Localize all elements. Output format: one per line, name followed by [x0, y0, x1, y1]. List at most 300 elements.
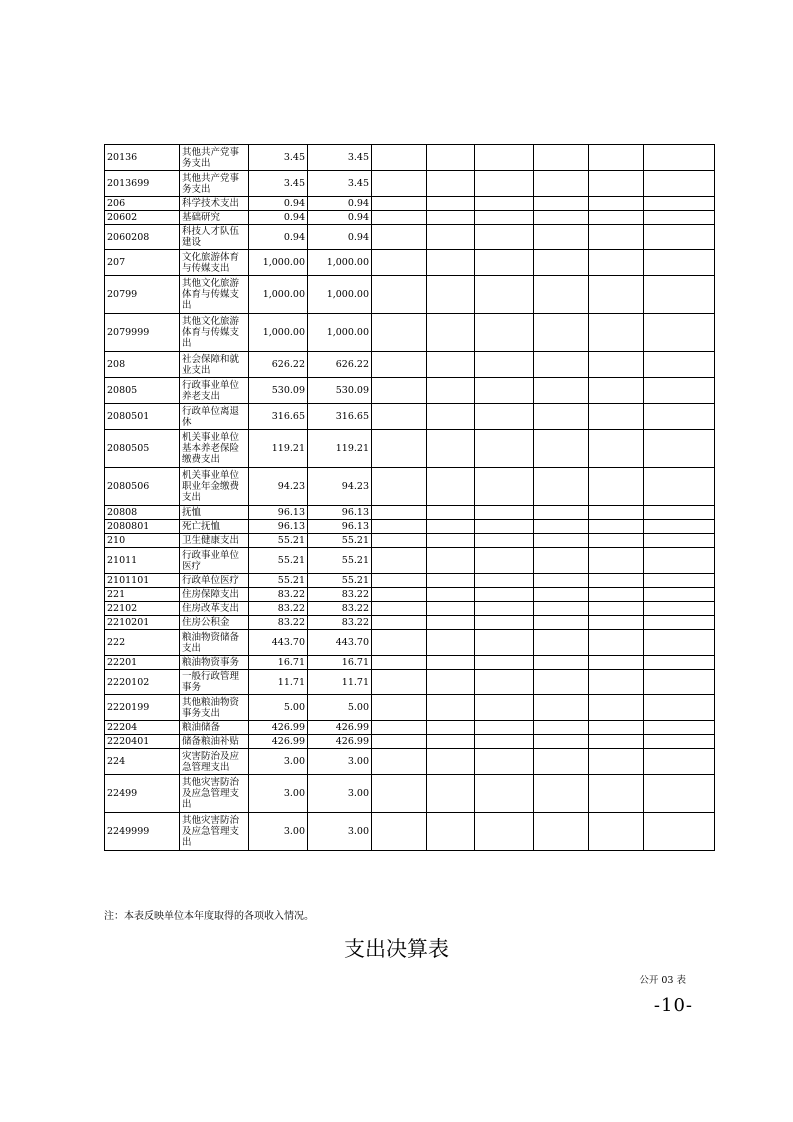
- table-row: [105, 145, 715, 171]
- row-value-total: 1,000.00: [249, 250, 308, 276]
- empty-cell: [644, 721, 715, 735]
- empty-cell: [644, 211, 715, 225]
- table-row: [105, 352, 715, 378]
- empty-cell: [644, 378, 715, 404]
- row-name: 抚恤: [180, 506, 249, 520]
- empty-cell: [427, 670, 475, 695]
- empty-cell: [644, 404, 715, 430]
- empty-cell: [644, 520, 715, 534]
- empty-cell: [427, 588, 475, 602]
- row-code: 20602: [105, 211, 180, 225]
- row-value-fiscal: 316.65: [308, 404, 372, 430]
- row-value-total: 119.21: [249, 430, 308, 468]
- table-row: [105, 775, 715, 813]
- row-name: 其他文化旅游体育与传媒支出: [180, 276, 249, 314]
- row-name: 行政事业单位医疗: [180, 548, 249, 574]
- empty-cell: [372, 520, 427, 534]
- row-name: 其他粮油物资事务支出: [180, 695, 249, 721]
- empty-cell: [372, 548, 427, 574]
- empty-cell: [534, 352, 589, 378]
- row-name: 粮油物资事务: [180, 656, 249, 670]
- table-row: [105, 225, 715, 250]
- empty-cell: [644, 430, 715, 468]
- empty-cell: [427, 468, 475, 506]
- empty-cell: [589, 225, 644, 250]
- empty-cell: [534, 695, 589, 721]
- row-value-total: 3.45: [249, 145, 308, 171]
- empty-cell: [534, 145, 589, 171]
- row-value-fiscal: 3.00: [308, 775, 372, 813]
- row-name: 机关事业单位职业年金缴费支出: [180, 468, 249, 506]
- row-value-total: 83.22: [249, 588, 308, 602]
- row-code: 2220102: [105, 670, 180, 695]
- row-code: 2080506: [105, 468, 180, 506]
- empty-cell: [589, 656, 644, 670]
- row-value-total: 83.22: [249, 616, 308, 630]
- table-number: 公开 03 表: [639, 975, 686, 986]
- row-code: 206: [105, 197, 180, 211]
- empty-cell: [475, 813, 534, 851]
- empty-cell: [475, 225, 534, 250]
- empty-cell: [534, 775, 589, 813]
- empty-cell: [427, 430, 475, 468]
- empty-cell: [589, 404, 644, 430]
- empty-cell: [534, 548, 589, 574]
- empty-cell: [644, 145, 715, 171]
- empty-cell: [534, 721, 589, 735]
- empty-cell: [427, 616, 475, 630]
- empty-cell: [644, 602, 715, 616]
- row-name: 行政单位离退休: [180, 404, 249, 430]
- empty-cell: [644, 548, 715, 574]
- empty-cell: [534, 656, 589, 670]
- empty-cell: [475, 197, 534, 211]
- row-code: 2080501: [105, 404, 180, 430]
- empty-cell: [427, 574, 475, 588]
- empty-cell: [589, 250, 644, 276]
- row-name: 一般行政管理事务: [180, 670, 249, 695]
- row-value-fiscal: 0.94: [308, 225, 372, 250]
- empty-cell: [427, 520, 475, 534]
- empty-cell: [475, 721, 534, 735]
- empty-cell: [475, 656, 534, 670]
- empty-cell: [475, 775, 534, 813]
- row-code: 2080505: [105, 430, 180, 468]
- empty-cell: [372, 404, 427, 430]
- empty-cell: [534, 534, 589, 548]
- empty-cell: [475, 695, 534, 721]
- empty-cell: [427, 775, 475, 813]
- row-value-total: 55.21: [249, 574, 308, 588]
- empty-cell: [427, 813, 475, 851]
- row-value-fiscal: 3.45: [308, 171, 372, 197]
- row-code: 2249999: [105, 813, 180, 851]
- empty-cell: [475, 602, 534, 616]
- empty-cell: [589, 616, 644, 630]
- empty-cell: [534, 670, 589, 695]
- row-code: 22201: [105, 656, 180, 670]
- empty-cell: [372, 588, 427, 602]
- table-row: [105, 670, 715, 695]
- row-value-fiscal: 443.70: [308, 630, 372, 656]
- empty-cell: [475, 534, 534, 548]
- table-row: [105, 574, 715, 588]
- table-row: [105, 378, 715, 404]
- income-table-continued: [104, 144, 715, 851]
- table-row: [105, 721, 715, 735]
- empty-cell: [534, 197, 589, 211]
- empty-cell: [534, 250, 589, 276]
- row-code: 2101101: [105, 574, 180, 588]
- empty-cell: [644, 506, 715, 520]
- empty-cell: [475, 250, 534, 276]
- empty-cell: [534, 813, 589, 851]
- row-name: 科学技术支出: [180, 197, 249, 211]
- row-value-total: 443.70: [249, 630, 308, 656]
- row-value-fiscal: 16.71: [308, 656, 372, 670]
- row-code: 21011: [105, 548, 180, 574]
- empty-cell: [475, 574, 534, 588]
- row-code: 2079999: [105, 314, 180, 352]
- row-name: 科技人才队伍建设: [180, 225, 249, 250]
- empty-cell: [644, 225, 715, 250]
- empty-cell: [475, 630, 534, 656]
- empty-cell: [534, 314, 589, 352]
- empty-cell: [589, 534, 644, 548]
- empty-cell: [427, 749, 475, 775]
- row-code: 2220401: [105, 735, 180, 749]
- empty-cell: [475, 520, 534, 534]
- row-value-fiscal: 83.22: [308, 588, 372, 602]
- table-row: [105, 276, 715, 314]
- empty-cell: [644, 534, 715, 548]
- empty-cell: [589, 602, 644, 616]
- empty-cell: [589, 775, 644, 813]
- empty-cell: [589, 468, 644, 506]
- empty-cell: [372, 276, 427, 314]
- empty-cell: [644, 197, 715, 211]
- empty-cell: [644, 735, 715, 749]
- row-value-total: 96.13: [249, 520, 308, 534]
- row-code: 2210201: [105, 616, 180, 630]
- empty-cell: [589, 574, 644, 588]
- row-name: 行政事业单位养老支出: [180, 378, 249, 404]
- empty-cell: [475, 145, 534, 171]
- empty-cell: [372, 670, 427, 695]
- empty-cell: [644, 616, 715, 630]
- table-row: [105, 588, 715, 602]
- row-value-fiscal: 0.94: [308, 211, 372, 225]
- row-code: 22499: [105, 775, 180, 813]
- empty-cell: [372, 813, 427, 851]
- table-row: [105, 468, 715, 506]
- empty-cell: [644, 314, 715, 352]
- row-value-total: 626.22: [249, 352, 308, 378]
- empty-cell: [589, 548, 644, 574]
- row-value-total: 3.00: [249, 775, 308, 813]
- row-code: 2080801: [105, 520, 180, 534]
- empty-cell: [644, 250, 715, 276]
- empty-cell: [589, 211, 644, 225]
- empty-cell: [427, 735, 475, 749]
- empty-cell: [644, 656, 715, 670]
- row-name: 粮油储备: [180, 721, 249, 735]
- row-name: 住房保障支出: [180, 588, 249, 602]
- row-name: 住房改革支出: [180, 602, 249, 616]
- empty-cell: [534, 602, 589, 616]
- row-value-total: 5.00: [249, 695, 308, 721]
- row-code: 2060208: [105, 225, 180, 250]
- row-value-fiscal: 119.21: [308, 430, 372, 468]
- empty-cell: [427, 656, 475, 670]
- row-name: 储备粮油补贴: [180, 735, 249, 749]
- empty-cell: [644, 630, 715, 656]
- empty-cell: [475, 314, 534, 352]
- row-value-fiscal: 3.00: [308, 749, 372, 775]
- empty-cell: [644, 588, 715, 602]
- row-value-total: 426.99: [249, 721, 308, 735]
- empty-cell: [372, 534, 427, 548]
- empty-cell: [372, 250, 427, 276]
- row-value-fiscal: 96.13: [308, 520, 372, 534]
- row-value-total: 426.99: [249, 735, 308, 749]
- empty-cell: [589, 430, 644, 468]
- empty-cell: [427, 352, 475, 378]
- empty-cell: [372, 656, 427, 670]
- row-value-total: 0.94: [249, 225, 308, 250]
- row-code: 210: [105, 534, 180, 548]
- empty-cell: [644, 813, 715, 851]
- empty-cell: [644, 749, 715, 775]
- empty-cell: [589, 735, 644, 749]
- empty-cell: [372, 468, 427, 506]
- row-code: 22204: [105, 721, 180, 735]
- empty-cell: [589, 171, 644, 197]
- empty-cell: [589, 506, 644, 520]
- empty-cell: [427, 630, 475, 656]
- table-row: [105, 314, 715, 352]
- empty-cell: [372, 695, 427, 721]
- table-row: [105, 616, 715, 630]
- empty-cell: [534, 735, 589, 749]
- empty-cell: [644, 468, 715, 506]
- row-value-total: 0.94: [249, 211, 308, 225]
- empty-cell: [534, 630, 589, 656]
- empty-cell: [372, 735, 427, 749]
- empty-cell: [589, 378, 644, 404]
- row-value-fiscal: 94.23: [308, 468, 372, 506]
- row-value-total: 0.94: [249, 197, 308, 211]
- empty-cell: [372, 225, 427, 250]
- row-value-total: 316.65: [249, 404, 308, 430]
- row-value-total: 3.45: [249, 171, 308, 197]
- row-value-total: 96.13: [249, 506, 308, 520]
- row-name: 其他共产党事务支出: [180, 145, 249, 171]
- row-value-fiscal: 626.22: [308, 352, 372, 378]
- table-note: 注：本表反映单位本年度取得的各项收入情况。: [104, 911, 314, 922]
- empty-cell: [534, 225, 589, 250]
- empty-cell: [534, 430, 589, 468]
- empty-cell: [427, 695, 475, 721]
- table-row: [105, 211, 715, 225]
- empty-cell: [589, 314, 644, 352]
- row-value-fiscal: 96.13: [308, 506, 372, 520]
- empty-cell: [475, 171, 534, 197]
- empty-cell: [644, 670, 715, 695]
- row-code: 224: [105, 749, 180, 775]
- table-row: [105, 735, 715, 749]
- row-name: 文化旅游体育与传媒支出: [180, 250, 249, 276]
- empty-cell: [589, 352, 644, 378]
- empty-cell: [372, 352, 427, 378]
- empty-cell: [534, 520, 589, 534]
- empty-cell: [475, 735, 534, 749]
- empty-cell: [475, 211, 534, 225]
- table-row: [105, 602, 715, 616]
- row-value-total: 11.71: [249, 670, 308, 695]
- empty-cell: [427, 721, 475, 735]
- row-code: 22102: [105, 602, 180, 616]
- empty-cell: [372, 616, 427, 630]
- row-value-total: 83.22: [249, 602, 308, 616]
- row-value-total: 1,000.00: [249, 314, 308, 352]
- empty-cell: [372, 145, 427, 171]
- row-value-fiscal: 3.00: [308, 813, 372, 851]
- table-row: [105, 520, 715, 534]
- row-code: 20808: [105, 506, 180, 520]
- empty-cell: [589, 695, 644, 721]
- empty-cell: [534, 404, 589, 430]
- row-name: 行政单位医疗: [180, 574, 249, 588]
- row-value-total: 94.23: [249, 468, 308, 506]
- row-value-total: 55.21: [249, 548, 308, 574]
- row-name: 其他共产党事务支出: [180, 171, 249, 197]
- empty-cell: [427, 211, 475, 225]
- empty-cell: [427, 404, 475, 430]
- table-row: [105, 250, 715, 276]
- empty-cell: [372, 378, 427, 404]
- empty-cell: [372, 574, 427, 588]
- row-name: 粮油物资储备支出: [180, 630, 249, 656]
- empty-cell: [589, 670, 644, 695]
- row-name: 其他文化旅游体育与传媒支出: [180, 314, 249, 352]
- row-code: 2220199: [105, 695, 180, 721]
- row-value-fiscal: 55.21: [308, 534, 372, 548]
- empty-cell: [644, 574, 715, 588]
- row-name: 机关事业单位基本养老保险缴费支出: [180, 430, 249, 468]
- empty-cell: [534, 616, 589, 630]
- empty-cell: [534, 468, 589, 506]
- table-row: [105, 695, 715, 721]
- row-value-total: 3.00: [249, 813, 308, 851]
- empty-cell: [372, 775, 427, 813]
- empty-cell: [427, 378, 475, 404]
- row-value-fiscal: 55.21: [308, 548, 372, 574]
- row-name: 基础研究: [180, 211, 249, 225]
- row-code: 208: [105, 352, 180, 378]
- empty-cell: [475, 548, 534, 574]
- empty-cell: [427, 534, 475, 548]
- row-value-total: 16.71: [249, 656, 308, 670]
- row-value-fiscal: 1,000.00: [308, 250, 372, 276]
- row-name: 社会保障和就业支出: [180, 352, 249, 378]
- table-row: [105, 171, 715, 197]
- row-code: 20805: [105, 378, 180, 404]
- empty-cell: [589, 749, 644, 775]
- empty-cell: [475, 616, 534, 630]
- empty-cell: [475, 404, 534, 430]
- row-code: 221: [105, 588, 180, 602]
- empty-cell: [589, 630, 644, 656]
- empty-cell: [475, 588, 534, 602]
- empty-cell: [372, 749, 427, 775]
- empty-cell: [475, 670, 534, 695]
- empty-cell: [427, 197, 475, 211]
- empty-cell: [644, 695, 715, 721]
- empty-cell: [427, 506, 475, 520]
- row-value-fiscal: 83.22: [308, 602, 372, 616]
- empty-cell: [475, 276, 534, 314]
- empty-cell: [589, 588, 644, 602]
- table-row: [105, 197, 715, 211]
- empty-cell: [589, 813, 644, 851]
- section-title: 支出决算表: [344, 937, 449, 961]
- row-name: 其他灾害防治及应急管理支出: [180, 775, 249, 813]
- empty-cell: [534, 574, 589, 588]
- table-row: [105, 404, 715, 430]
- row-code: 20136: [105, 145, 180, 171]
- income-table: [104, 144, 715, 851]
- empty-cell: [372, 630, 427, 656]
- table-row: [105, 534, 715, 548]
- row-value-total: 530.09: [249, 378, 308, 404]
- table-row: [105, 548, 715, 574]
- row-name: 死亡抚恤: [180, 520, 249, 534]
- empty-cell: [372, 171, 427, 197]
- row-code: 2013699: [105, 171, 180, 197]
- row-name: 住房公积金: [180, 616, 249, 630]
- empty-cell: [475, 468, 534, 506]
- empty-cell: [372, 211, 427, 225]
- empty-cell: [475, 749, 534, 775]
- row-value-fiscal: 530.09: [308, 378, 372, 404]
- empty-cell: [589, 721, 644, 735]
- row-value-total: 3.00: [249, 749, 308, 775]
- empty-cell: [589, 145, 644, 171]
- table-body: [105, 145, 715, 851]
- empty-cell: [427, 314, 475, 352]
- row-code: 207: [105, 250, 180, 276]
- table-row: [105, 749, 715, 775]
- row-value-fiscal: 3.45: [308, 145, 372, 171]
- row-value-total: 1,000.00: [249, 276, 308, 314]
- empty-cell: [644, 775, 715, 813]
- row-value-fiscal: 426.99: [308, 735, 372, 749]
- row-value-total: 55.21: [249, 534, 308, 548]
- row-name: 其他灾害防治及应急管理支出: [180, 813, 249, 851]
- empty-cell: [644, 276, 715, 314]
- row-value-fiscal: 426.99: [308, 721, 372, 735]
- empty-cell: [427, 548, 475, 574]
- empty-cell: [589, 197, 644, 211]
- empty-cell: [644, 352, 715, 378]
- empty-cell: [372, 506, 427, 520]
- row-code: 222: [105, 630, 180, 656]
- row-value-fiscal: 55.21: [308, 574, 372, 588]
- page-number: -10-: [653, 995, 693, 1016]
- empty-cell: [427, 250, 475, 276]
- empty-cell: [427, 145, 475, 171]
